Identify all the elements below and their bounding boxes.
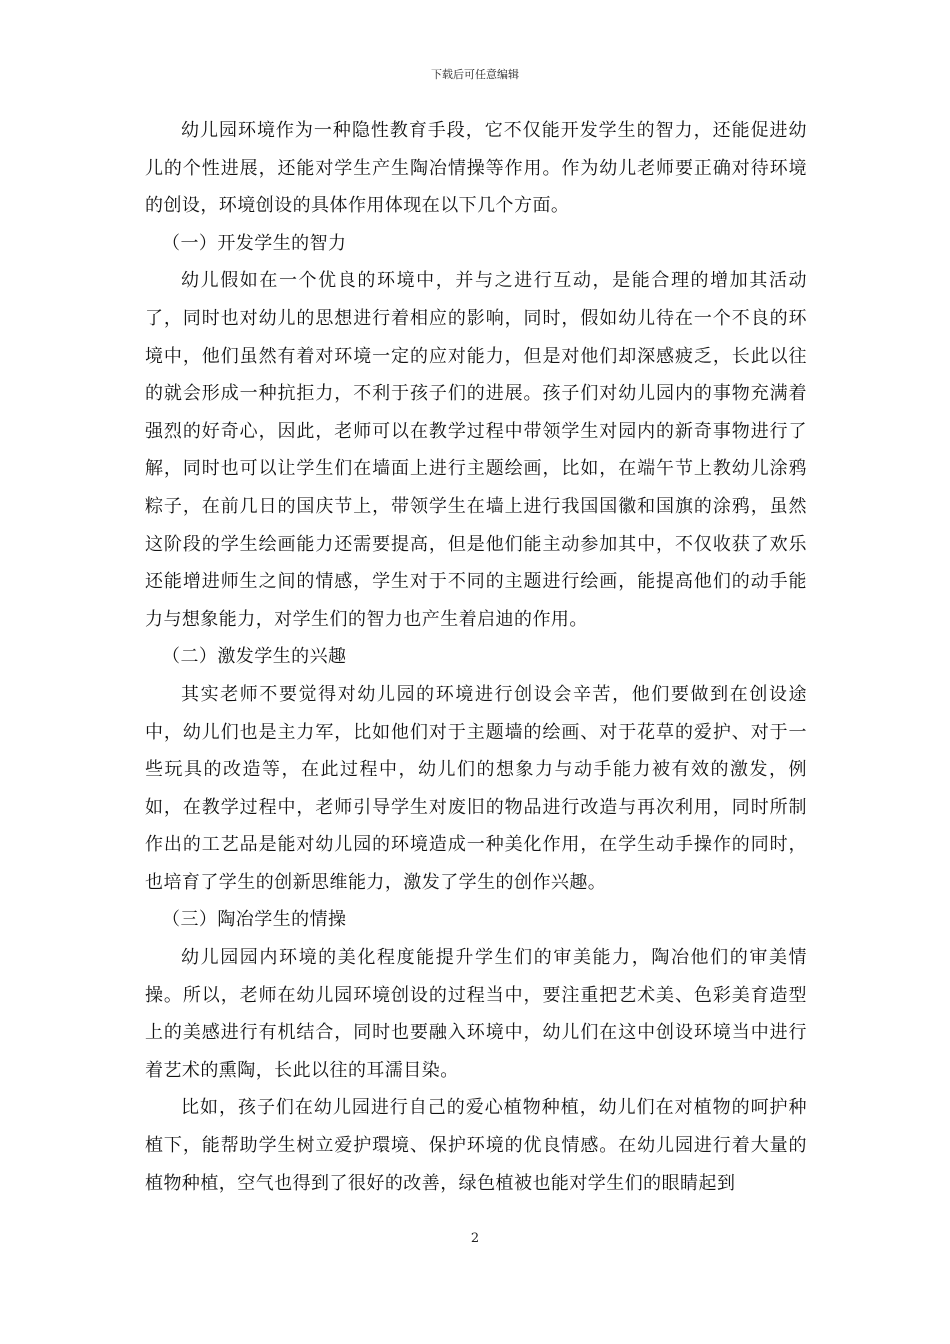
section-heading-1: （一）开发学生的智力 xyxy=(162,232,347,254)
paragraph-section-3-continued: 比如，孩子们在幼儿园进行自己的爱心植物种植，幼儿们在对植物的呵护种植下，能帮助学生树立爱护環境、保护环境的优良情感。在幼儿园进行着大量的植物种植，空气也得到了很好的改善，绿色植被也能对学生们的眼睛起到 xyxy=(145,1097,807,1194)
section-heading-3: （三）陶冶学生的情操 xyxy=(162,909,347,931)
page-number: 2 xyxy=(470,1231,480,1246)
section-heading-2: （二）激发学生的兴趣 xyxy=(162,646,347,668)
paragraph-section-2: 其实老师不要觉得对幼儿园的环境进行创设会辛苦，他们要做到在创设途中，幼儿们也是主力军，比如他们对于主题墙的绘画、对于花草的爱护、对于一些玩具的改造等，在此过程中，幼儿们的想象力与动手能力被有效的激发，例如，在教学过程中，老师引导学生对废旧的物品进行改造与再次利用，同时所制作出的工艺品是能对幼儿园的环境造成一种美化作用，在学生动手操作的同时，也培育了学生的创新思维能力，激发了学生的创作兴趣。 xyxy=(145,683,807,893)
document-body xyxy=(145,112,807,1202)
paragraph-section-1: 幼儿假如在一个优良的环境中，并与之进行互动，是能合理的增加其活动了，同时也对幼儿的思想进行着相应的影响，同时，假如幼儿待在一个不良的环境中，他们虽然有着对环境一定的应对能力，但是对他们却深感疲乏，长此以往的就会形成一种抗拒力，不利于孩子们的进展。孩子们对幼儿园内的事物充满着强烈的好奇心，因此，老师可以在教学过程中带领学生对园内的新奇事物进行了解，同时也可以让学生们在墙面上进行主题绘画，比如，在端午节上教幼儿涂鸦粽子，在前几日的国庆节上，带领学生在墙上进行我国国徽和国旗的涂鸦，虽然这阶段的学生绘画能力还需要提高，但是他们能主动参加其中，不仅收获了欢乐还能增进师生之间的情感，学生对于不同的主题进行绘画，能提高他们的动手能力与想象能力，对学生们的智力也产生着启迪的作用。 xyxy=(145,270,807,630)
page-header: 下载后可任意编辑 xyxy=(431,68,519,81)
paragraph-section-3: 幼儿园园内环境的美化程度能提升学生们的审美能力，陶冶他们的审美情操。所以，老师在幼儿园环境创设的过程当中，要注重把艺术美、色彩美育造型上的美感进行有机结合，同时也要融入环境中，幼儿们在这中创设环境当中进行着艺术的熏陶，长此以往的耳濡目染。 xyxy=(145,947,807,1081)
paragraph-intro: 幼儿园环境作为一种隐性教育手段，它不仅能开发学生的智力，还能促进幼儿的个性进展，还能对学生产生陶冶情操等作用。作为幼儿老师要正确对待环境的创设，环境创设的具体作用体现在以下几个方面。 xyxy=(145,120,807,217)
